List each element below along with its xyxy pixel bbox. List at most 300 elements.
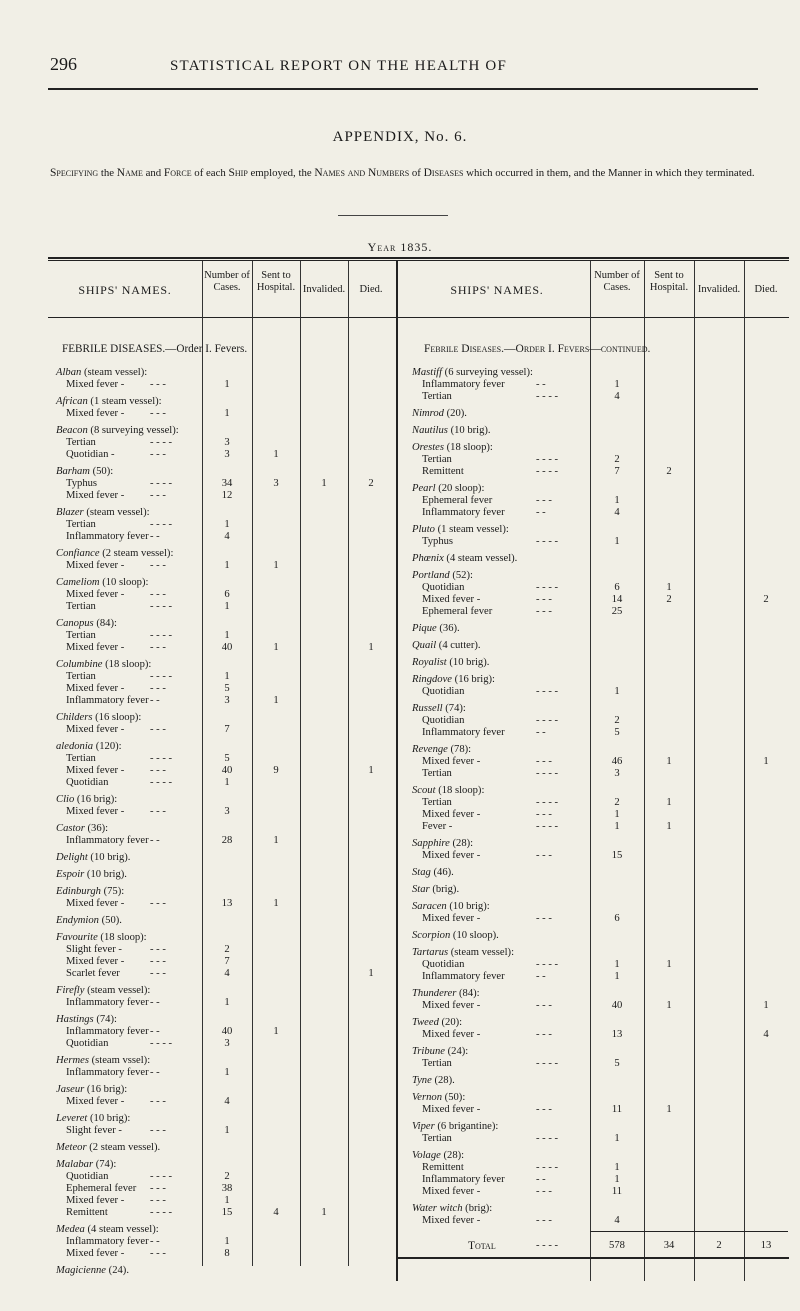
number-cell: 1 xyxy=(224,560,230,571)
ship-name: Hermes (steam vssel): xyxy=(56,1055,151,1066)
leader-dashes: - - - xyxy=(536,756,552,767)
leader-dashes: - - xyxy=(536,727,546,738)
ship-name: Magicienne (24). xyxy=(56,1265,129,1276)
running-title: STATISTICAL REPORT ON THE HEALTH OF xyxy=(170,58,507,74)
number-cell: 1 xyxy=(224,671,230,682)
col-rule xyxy=(694,261,695,1281)
leader-dashes: - - - - xyxy=(536,768,559,779)
ship-name: Castor (36): xyxy=(56,823,109,834)
sent-cell: 1 xyxy=(273,835,279,846)
col-rule xyxy=(300,261,301,1266)
col-rule xyxy=(252,261,253,1266)
number-cell: 1 xyxy=(614,809,620,820)
number-cell: 14 xyxy=(611,594,623,605)
disease-name: Mixed fever - xyxy=(66,724,125,735)
left-sent-header: Sent to Hospital. xyxy=(256,270,296,293)
ship-name: Scorpion (10 sloop). xyxy=(412,930,499,941)
ship-name: Nimrod (20). xyxy=(412,408,467,419)
number-cell: 8 xyxy=(224,1248,230,1259)
number-cell: 1 xyxy=(614,821,620,832)
disease-name: Tertian xyxy=(66,671,96,682)
ship-name: Canopus (84): xyxy=(56,618,117,629)
appendix-title: APPENDIX, No. 6. xyxy=(332,129,468,145)
number-cell: 1 xyxy=(224,1125,230,1136)
leader-dashes: - - xyxy=(150,997,160,1008)
disease-name: Slight fever - xyxy=(66,1125,122,1136)
disease-name: Inflammatory fever xyxy=(66,1026,149,1037)
disease-name: Tertian xyxy=(66,630,96,641)
disease-name: Mixed fever - xyxy=(66,408,125,419)
sent-cell: 1 xyxy=(666,1000,672,1011)
leader-dashes: - - xyxy=(150,1026,160,1037)
disease-name: Mixed fever - xyxy=(66,806,125,817)
number-cell: 1 xyxy=(224,1195,230,1206)
number-cell: 3 xyxy=(224,806,230,817)
disease-name: Mixed fever - xyxy=(66,1195,125,1206)
disease-name: Quotidian xyxy=(422,582,465,593)
number-cell: 40 xyxy=(221,642,233,653)
sent-cell: 1 xyxy=(273,560,279,571)
died-cell: 1 xyxy=(763,1000,769,1011)
number-cell: 34 xyxy=(221,478,233,489)
total-rule xyxy=(590,1231,788,1232)
leader-dashes: - - - - xyxy=(150,519,173,530)
total-invalided: 2 xyxy=(716,1240,722,1251)
number-cell: 1 xyxy=(614,536,620,547)
leader-dashes: - - xyxy=(150,1067,160,1078)
disease-name: Ephemeral fever xyxy=(422,606,493,617)
number-cell: 25 xyxy=(611,606,623,617)
disease-name: Remittent xyxy=(422,1162,464,1173)
disease-name: Inflammatory fever xyxy=(422,507,505,518)
disease-name: Ephemeral fever xyxy=(422,495,493,506)
died-cell: 1 xyxy=(368,765,374,776)
disease-name: Inflammatory fever xyxy=(422,1174,505,1185)
right-sent-header: Sent to Hospital. xyxy=(649,270,689,293)
number-cell: 4 xyxy=(614,507,620,518)
sent-cell: 1 xyxy=(666,797,672,808)
number-cell: 2 xyxy=(224,1171,230,1182)
disease-name: Quotidian xyxy=(66,1171,109,1182)
leader-dashes: - - - - xyxy=(536,454,559,465)
leader-dashes: - - - xyxy=(150,379,166,390)
number-cell: 3 xyxy=(224,449,230,460)
died-cell: 1 xyxy=(368,968,374,979)
leader-dashes: - - xyxy=(536,971,546,982)
leader-dashes: - - - xyxy=(150,642,166,653)
sent-cell: 1 xyxy=(666,756,672,767)
ship-name: Childers (16 sloop): xyxy=(56,712,142,723)
sent-cell: 1 xyxy=(273,695,279,706)
disease-name: Mixed fever - xyxy=(66,379,125,390)
header-rule xyxy=(48,88,758,90)
number-cell: 4 xyxy=(224,1096,230,1107)
disease-name: Quotidian - xyxy=(66,449,115,460)
left-ships-names-header: SHIPS' NAMES. xyxy=(78,283,172,297)
leader-dashes: - - - xyxy=(150,956,166,967)
number-cell: 1 xyxy=(224,601,230,612)
disease-name: Inflammatory fever xyxy=(66,1236,149,1247)
leader-dashes: - - - xyxy=(150,683,166,694)
disease-name: Mixed fever - xyxy=(422,913,481,924)
ship-name: African (1 steam vessel): xyxy=(56,396,162,407)
leader-dashes: - - - - xyxy=(150,753,173,764)
disease-name: Quotidian xyxy=(422,959,465,970)
ship-name: Vernon (50): xyxy=(412,1092,466,1103)
ship-name: Confiance (2 steam vessel): xyxy=(56,548,174,559)
number-cell: 1 xyxy=(614,971,620,982)
sent-cell: 1 xyxy=(666,1104,672,1115)
number-cell: 6 xyxy=(224,589,230,600)
disease-name: Mixed fever - xyxy=(422,850,481,861)
disease-name: Quotidian xyxy=(66,1038,109,1049)
disease-name: Tertian xyxy=(422,1058,452,1069)
leader-dashes: - - xyxy=(536,379,546,390)
ship-name: Pique (36). xyxy=(412,623,460,634)
ship-name: Scout (18 sloop): xyxy=(412,785,485,796)
ship-name: Water witch (brig): xyxy=(412,1203,493,1214)
number-cell: 7 xyxy=(614,466,620,477)
disease-name: Mixed fever - xyxy=(422,756,481,767)
sent-cell: 1 xyxy=(666,582,672,593)
disease-name: Mixed fever - xyxy=(66,683,125,694)
disease-name: Remittent xyxy=(422,466,464,477)
disease-name: Mixed fever - xyxy=(422,594,481,605)
disease-name: Inflammatory fever xyxy=(422,727,505,738)
disease-name: Mixed fever - xyxy=(422,809,481,820)
leader-dashes: - - - xyxy=(536,1000,552,1011)
number-cell: 5 xyxy=(614,727,620,738)
right-number-header: Number of Cases. xyxy=(594,270,640,293)
leader-dashes: - - - xyxy=(536,1104,552,1115)
disease-name: Mixed fever - xyxy=(66,560,125,571)
leader-dashes: - - - xyxy=(536,913,552,924)
disease-name: Quotidian xyxy=(66,777,109,788)
specifying-text: Specifying the Name and Force of each Ship employed, the Names and Numbers of Diseases which occurred in them, and the Manner in which they terminated. xyxy=(50,167,755,179)
ship-name: Malabar (74): xyxy=(56,1159,117,1170)
ship-name: Viper (6 brigantine): xyxy=(412,1121,499,1132)
number-cell: 1 xyxy=(224,1236,230,1247)
leader-dashes: - - - xyxy=(150,490,166,501)
ship-name: Orestes (18 sloop): xyxy=(412,442,493,453)
ship-name: Sapphire (28): xyxy=(412,838,474,849)
leader-dashes: - - - xyxy=(536,850,552,861)
leader-dashes: - - - xyxy=(150,449,166,460)
number-cell: 1 xyxy=(614,1174,620,1185)
leader-dashes: - - - - xyxy=(536,797,559,808)
disease-name: Inflammatory fever xyxy=(66,997,149,1008)
disease-name: Quotidian xyxy=(422,715,465,726)
right-category-heading: Febrile Diseases.—Order I. Fevers—continued. xyxy=(424,343,651,355)
disease-name: Mixed fever - xyxy=(66,1096,125,1107)
number-cell: 5 xyxy=(224,683,230,694)
ship-name: Star (brig). xyxy=(412,884,460,895)
invalided-cell: 1 xyxy=(321,478,327,489)
left-died-header: Died. xyxy=(359,284,383,295)
number-cell: 1 xyxy=(224,519,230,530)
leader-dashes: - - - xyxy=(150,560,166,571)
number-cell: 7 xyxy=(224,956,230,967)
number-cell: 2 xyxy=(224,944,230,955)
invalided-cell: 1 xyxy=(321,1207,327,1218)
leader-dashes: - - - - xyxy=(150,437,173,448)
number-cell: 40 xyxy=(221,765,233,776)
year-heading: Year 1835. xyxy=(367,240,433,254)
number-cell: 4 xyxy=(614,1215,620,1226)
leader-dashes: - - - - xyxy=(150,601,173,612)
disease-name: Typhus xyxy=(422,536,454,547)
ship-name: Leveret (10 brig): xyxy=(56,1113,131,1124)
leader-dashes: - - - - xyxy=(536,959,559,970)
number-cell: 4 xyxy=(614,391,620,402)
ship-name: Espoir (10 brig). xyxy=(56,869,127,880)
disease-name: Mixed fever - xyxy=(66,956,125,967)
disease-name: Tertian xyxy=(66,437,96,448)
number-cell: 7 xyxy=(224,724,230,735)
number-cell: 40 xyxy=(611,1000,623,1011)
leader-dashes: - - xyxy=(150,531,160,542)
table-top-rule-thin xyxy=(48,260,789,261)
leader-dashes: - - - - xyxy=(536,391,559,402)
sent-cell: 3 xyxy=(273,478,279,489)
sent-cell: 1 xyxy=(666,821,672,832)
number-cell: 1 xyxy=(224,1067,230,1078)
number-cell: 1 xyxy=(224,408,230,419)
number-cell: 15 xyxy=(611,850,623,861)
leader-dashes: - - - - xyxy=(536,466,559,477)
disease-name: Scarlet fever xyxy=(66,968,120,979)
ship-name: Endymion (50). xyxy=(56,915,122,926)
disease-name: Mixed fever - xyxy=(66,490,125,501)
disease-name: Mixed fever - xyxy=(66,765,125,776)
leader-dashes: - - - - xyxy=(536,686,559,697)
disease-name: Mixed fever - xyxy=(66,898,125,909)
disease-name: Mixed fever - xyxy=(422,1104,481,1115)
died-cell: 2 xyxy=(763,594,769,605)
ship-name: Thunderer (84): xyxy=(412,988,480,999)
disease-name: Quotidian xyxy=(422,686,465,697)
leader-dashes: - - - - xyxy=(150,1038,173,1049)
disease-name: Tertian xyxy=(422,768,452,779)
number-cell: 4 xyxy=(224,531,230,542)
leader-dashes: - - - - xyxy=(536,715,559,726)
number-cell: 1 xyxy=(224,777,230,788)
died-cell: 1 xyxy=(368,642,374,653)
right-died-header: Died. xyxy=(754,284,778,295)
leader-dashes: - - - xyxy=(150,1096,166,1107)
center-rule xyxy=(396,261,398,1281)
disease-name: Inflammatory fever xyxy=(422,379,505,390)
leader-dashes: - - xyxy=(536,507,546,518)
ship-name: Phœnix (4 steam vessel). xyxy=(412,553,518,564)
col-rule xyxy=(744,261,745,1281)
ship-name: Revenge (78): xyxy=(412,744,472,755)
leader-dashes: - - - - xyxy=(150,1171,173,1182)
leader-dashes: - - - xyxy=(150,1195,166,1206)
leader-dashes: - - - xyxy=(150,944,166,955)
ship-name: Beacon (8 surveying vessel): xyxy=(56,425,179,436)
disease-name: Ephemeral fever xyxy=(66,1183,137,1194)
number-cell: 1 xyxy=(614,1162,620,1173)
disease-name: Mixed fever - xyxy=(422,1186,481,1197)
disease-name: Tertian xyxy=(66,519,96,530)
leader-dashes: - - - xyxy=(150,724,166,735)
disease-name: Mixed fever - xyxy=(422,1029,481,1040)
disease-name: Tertian xyxy=(422,454,452,465)
ship-name: Russell (74): xyxy=(412,703,466,714)
table-top-rule xyxy=(48,257,789,259)
leader-dashes: - - xyxy=(150,835,160,846)
number-cell: 38 xyxy=(221,1183,233,1194)
leader-dashes: - - - - xyxy=(536,1162,559,1173)
total-sent: 34 xyxy=(663,1240,675,1251)
leader-dashes: - - - - xyxy=(150,478,173,489)
disease-name: Inflammatory fever xyxy=(422,971,505,982)
sent-cell: 9 xyxy=(273,765,279,776)
ship-name: Favourite (18 sloop): xyxy=(56,932,147,943)
ship-name: Stag (46). xyxy=(412,867,454,878)
ship-name: Jaseur (16 brig): xyxy=(56,1084,128,1095)
disease-name: Slight fever - xyxy=(66,944,122,955)
sent-cell: 2 xyxy=(666,594,672,605)
disease-name: Tertian xyxy=(422,1133,452,1144)
leader-dashes: - - xyxy=(150,1236,160,1247)
number-cell: 13 xyxy=(221,898,233,909)
number-cell: 11 xyxy=(611,1186,623,1197)
ship-name: Nautilus (10 brig). xyxy=(412,425,491,436)
number-cell: 5 xyxy=(224,753,230,764)
number-cell: 5 xyxy=(614,1058,620,1069)
leader-dashes: - - - xyxy=(150,1248,166,1259)
disease-name: Mixed fever - xyxy=(422,1215,481,1226)
ship-name: Firefly (steam vessel): xyxy=(56,985,151,996)
sent-cell: 1 xyxy=(666,959,672,970)
ship-name: Edinburgh (75): xyxy=(56,886,125,897)
number-cell: 3 xyxy=(224,695,230,706)
ship-name: Columbine (18 sloop): xyxy=(56,659,152,670)
leader-dashes: - - - - xyxy=(536,821,559,832)
leader-dashes: - - - xyxy=(150,806,166,817)
disease-name: Mixed fever - xyxy=(66,589,125,600)
sent-cell: 2 xyxy=(666,466,672,477)
leader-dashes: - - - xyxy=(150,898,166,909)
leader-dashes: - - - xyxy=(536,594,552,605)
disease-name: Fever - xyxy=(422,821,453,832)
leader-dashes: - - - xyxy=(150,765,166,776)
disease-name: Tertian xyxy=(422,391,452,402)
died-cell: 4 xyxy=(763,1029,769,1040)
disease-name: Inflammatory fever xyxy=(66,695,149,706)
number-cell: 3 xyxy=(224,437,230,448)
page-number: 296 xyxy=(50,54,77,74)
disease-name: Tertian xyxy=(66,753,96,764)
died-cell: 2 xyxy=(368,478,374,489)
number-cell: 1 xyxy=(224,379,230,390)
ship-name: Ringdove (16 brig): xyxy=(412,674,495,685)
ship-name: Volage (28): xyxy=(412,1150,465,1161)
sent-cell: 1 xyxy=(273,898,279,909)
right-ships-names-header: SHIPS' NAMES. xyxy=(450,283,544,297)
number-cell: 3 xyxy=(614,768,620,779)
number-cell: 12 xyxy=(221,490,233,501)
number-cell: 1 xyxy=(224,997,230,1008)
disease-name: Typhus xyxy=(66,478,98,489)
number-cell: 15 xyxy=(221,1207,233,1218)
ship-name: Delight (10 brig). xyxy=(56,852,131,863)
leader-dashes: - - - xyxy=(150,1125,166,1136)
ship-name: Pearl (20 sloop): xyxy=(412,483,485,494)
disease-name: Inflammatory fever xyxy=(66,531,149,542)
disease-name: Inflammatory fever xyxy=(66,835,149,846)
leader-dashes: - - - - xyxy=(536,1058,559,1069)
number-cell: 3 xyxy=(224,1038,230,1049)
ship-name: Cameliom (10 sloop): xyxy=(56,577,149,588)
leader-dashes: - - - - xyxy=(536,1133,559,1144)
leader-dashes: - - - - xyxy=(536,582,559,593)
left-category-heading: FEBRILE DISEASES.—Order I. Fevers. xyxy=(62,343,248,355)
died-cell: 1 xyxy=(763,756,769,767)
ship-name: Meteor (2 steam vessel). xyxy=(56,1142,161,1153)
right-invalided-header: Invalided. xyxy=(697,284,741,295)
number-cell: 40 xyxy=(221,1026,233,1037)
ship-name: Barham (50): xyxy=(56,466,114,477)
number-cell: 28 xyxy=(221,835,233,846)
ship-name: Tribune (24): xyxy=(412,1046,469,1057)
ship-name: Royalist (10 brig). xyxy=(412,657,490,668)
ship-name: Saracen (10 brig): xyxy=(412,901,490,912)
disease-name: Mixed fever - xyxy=(422,1000,481,1011)
leader-dashes: - - - - xyxy=(150,671,173,682)
total-dashes: - - - - xyxy=(536,1240,559,1251)
leader-dashes: - - xyxy=(536,1174,546,1185)
leader-dashes: - - - xyxy=(536,606,552,617)
leader-dashes: - - - - xyxy=(150,630,173,641)
number-cell: 6 xyxy=(614,582,620,593)
total-died: 13 xyxy=(760,1240,772,1251)
leader-dashes: - - - xyxy=(536,1029,552,1040)
ship-name: Tartarus (steam vessel): xyxy=(412,947,515,958)
leader-dashes: - - - - xyxy=(150,1207,173,1218)
disease-name: Inflammatory fever xyxy=(66,1067,149,1078)
number-cell: 1 xyxy=(224,630,230,641)
number-cell: 4 xyxy=(224,968,230,979)
number-cell: 1 xyxy=(614,686,620,697)
leader-dashes: - - - xyxy=(150,589,166,600)
number-cell: 2 xyxy=(614,454,620,465)
leader-dashes: - - - xyxy=(150,968,166,979)
total-number: 578 xyxy=(609,1240,625,1251)
leader-dashes: - - - xyxy=(536,495,552,506)
leader-dashes: - - - xyxy=(536,1215,552,1226)
leader-dashes: - - xyxy=(150,695,160,706)
leader-dashes: - - - xyxy=(150,408,166,419)
ship-name: Alban (steam vessel): xyxy=(56,367,148,378)
disease-name: Remittent xyxy=(66,1207,108,1218)
leader-dashes: - - - - xyxy=(150,777,173,788)
left-number-header: Number of Cases. xyxy=(204,270,250,293)
ship-name: Blazer (steam vessel): xyxy=(56,507,150,518)
number-cell: 1 xyxy=(614,959,620,970)
spec-rule xyxy=(338,215,448,216)
number-cell: 1 xyxy=(614,1133,620,1144)
ship-name: Tyne (28). xyxy=(412,1075,455,1086)
number-cell: 11 xyxy=(611,1104,623,1115)
disease-name: Mixed fever - xyxy=(66,642,125,653)
leader-dashes: - - - xyxy=(536,809,552,820)
ship-name: Portland (52): xyxy=(412,570,473,581)
column-header-rule xyxy=(48,317,789,318)
ship-name: Pluto (1 steam vessel): xyxy=(412,524,509,535)
